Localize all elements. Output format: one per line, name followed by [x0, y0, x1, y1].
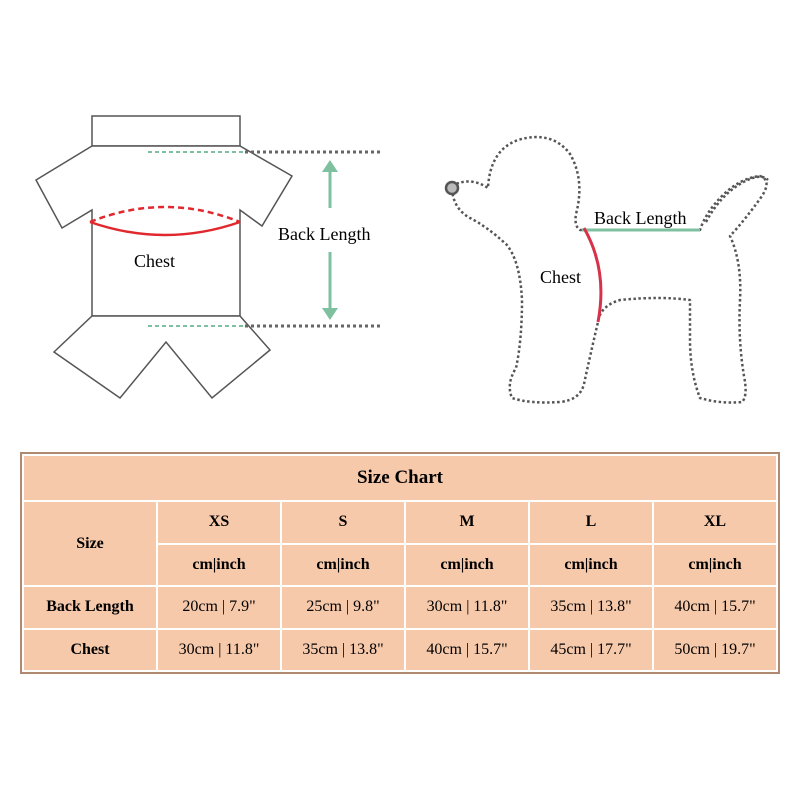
table-cell: 40cm | 15.7"	[405, 629, 529, 672]
dog-back-length-label: Back Length	[594, 208, 687, 228]
garment-back-length-label: Back Length	[278, 224, 371, 244]
unit-label: cm|inch	[157, 544, 281, 587]
size-s: S	[281, 501, 405, 544]
row-label-chest: Chest	[23, 629, 157, 672]
title-row	[23, 455, 777, 501]
dog-chest-label: Chest	[540, 267, 582, 287]
size-header: Size	[23, 501, 157, 586]
table-cell: 45cm | 17.7"	[529, 629, 653, 672]
size-l: L	[529, 501, 653, 544]
dog-illustration	[446, 137, 768, 402]
row-label-back-length: Back Length	[23, 586, 157, 629]
table-cell: 30cm | 11.8"	[157, 629, 281, 672]
size-chart	[22, 454, 778, 672]
unit-label: cm|inch	[281, 544, 405, 587]
table-cell: 50cm | 19.7"	[653, 629, 777, 672]
garment-chest-label: Chest	[134, 251, 176, 271]
size-xl: XL	[653, 501, 777, 544]
table-cell: 25cm | 9.8"	[281, 586, 405, 629]
dog-chest-ring	[584, 228, 601, 322]
unit-label: cm|inch	[653, 544, 777, 587]
unit-label: cm|inch	[405, 544, 529, 587]
size-m: M	[405, 501, 529, 544]
size-header-row	[23, 501, 777, 544]
table-row	[23, 629, 777, 672]
size-chart-table	[22, 454, 778, 672]
table-cell: 35cm | 13.8"	[529, 586, 653, 629]
table-cell: 40cm | 15.7"	[653, 586, 777, 629]
unit-label: cm|inch	[529, 544, 653, 587]
chart-title: Size Chart	[23, 455, 777, 501]
table-row	[23, 586, 777, 629]
size-xs: XS	[157, 501, 281, 544]
table-cell: 20cm | 7.9"	[157, 586, 281, 629]
table-cell: 30cm | 11.8"	[405, 586, 529, 629]
table-cell: 35cm | 13.8"	[281, 629, 405, 672]
